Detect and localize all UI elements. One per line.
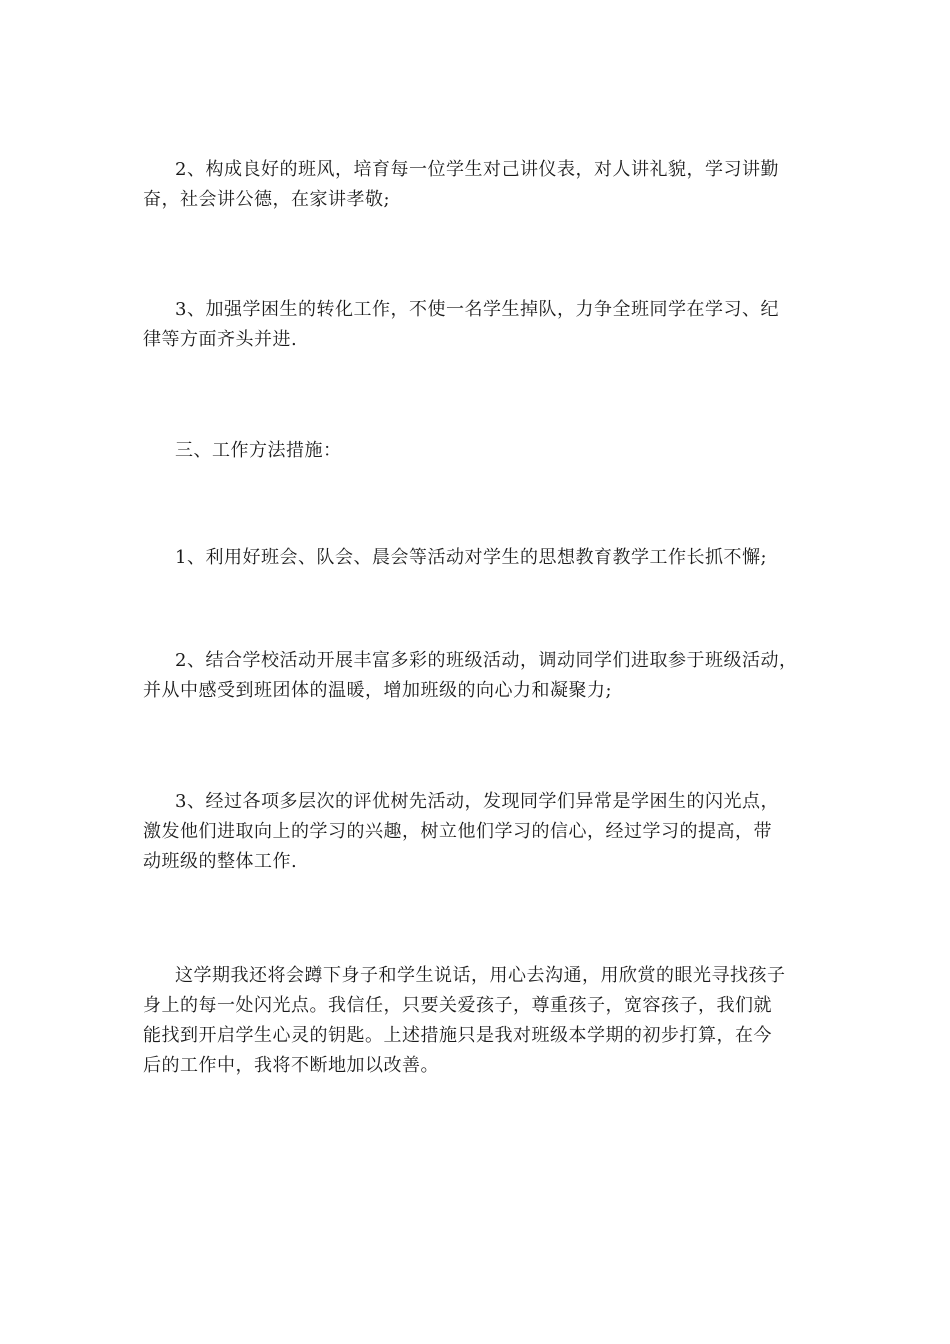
paragraph-line: 3、加强学困生的转化工作，不使一名学生掉队，力争全班同学在学习、纪 — [175, 299, 779, 320]
paragraph-line: 这学期我还将会蹲下身子和学生说话，用心去沟通，用欣赏的眼光寻找孩子 — [175, 965, 786, 986]
paragraph-line: 2、结合学校活动开展丰富多彩的班级活动，调动同学们进取参于班级活动， — [175, 650, 798, 671]
paragraph-method-3 — [143, 787, 811, 877]
section-heading-methods — [143, 436, 811, 466]
paragraph-line: 能找到开启学生心灵的钥匙。上述措施只是我对班级本学期的初步打算，在今 — [143, 1025, 772, 1046]
paragraph-method-2 — [143, 646, 811, 706]
paragraph-line: 律等方面齐头并进. — [143, 329, 298, 350]
paragraph-struggling-students-goal — [143, 295, 811, 355]
paragraph-line: 奋，社会讲公德，在家讲孝敬; — [143, 189, 391, 210]
paragraph-line: 2、构成良好的班风，培育每一位学生对己讲仪表，对人讲礼貌，学习讲勤 — [175, 159, 779, 180]
paragraph-line: 身上的每一处闪光点。我信任，只要关爱孩子，尊重孩子，宽容孩子，我们就 — [143, 995, 772, 1016]
paragraph-line: 并从中感受到班团体的温暖，增加班级的向心力和凝聚力; — [143, 680, 613, 701]
paragraph-line: 1、利用好班会、队会、晨会等活动对学生的思想教育教学工作长抓不懈; — [175, 547, 768, 568]
paragraph-line: 3、经过各项多层次的评优树先活动，发现同学们异常是学困生的闪光点， — [175, 791, 779, 812]
section-heading-text: 三、工作方法措施： — [175, 440, 342, 461]
paragraph-line: 动班级的整体工作. — [143, 851, 298, 872]
paragraph-line: 激发他们进取向上的学习的兴趣，树立他们学习的信心，经过学习的提高，带 — [143, 821, 772, 842]
paragraph-method-1 — [143, 543, 811, 573]
paragraph-line: 后的工作中，我将不断地加以改善。 — [143, 1055, 439, 1076]
paragraph-class-style-goal — [143, 155, 811, 215]
paragraph-closing — [143, 961, 811, 1081]
